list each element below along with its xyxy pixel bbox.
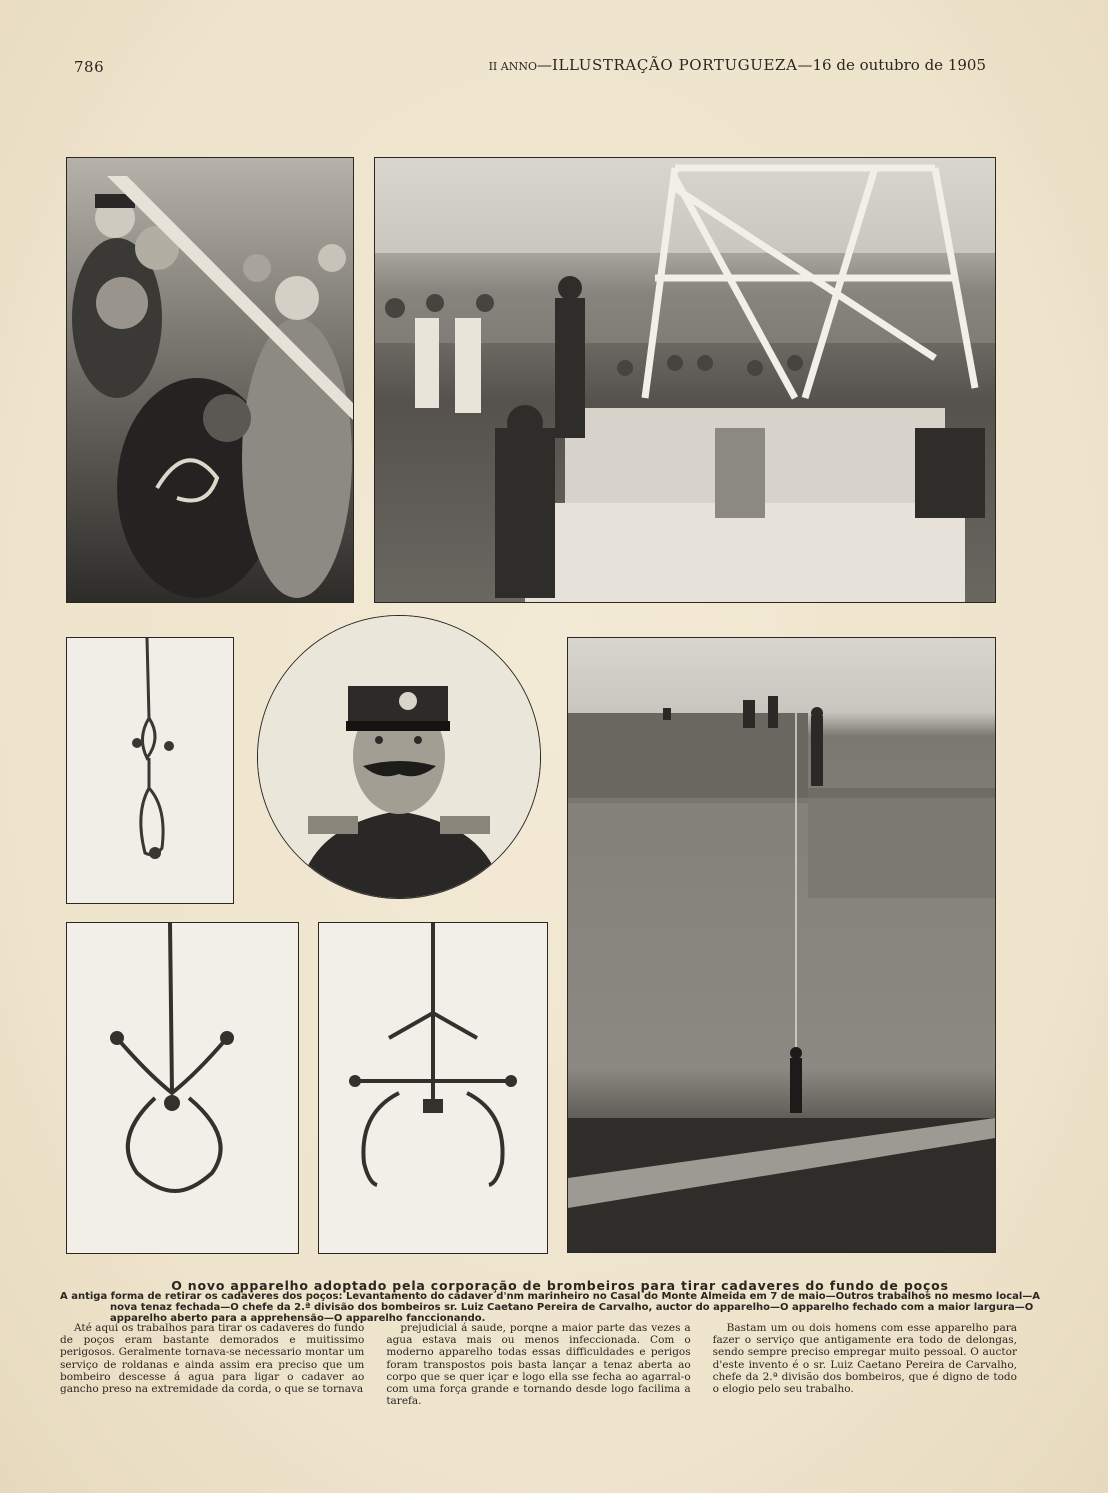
photo-tongs-widest [66, 922, 299, 1254]
issue-date: 16 de outubro de 1905 [812, 56, 986, 74]
photo-tongs-closed [66, 637, 234, 904]
article-column-3: Bastam um ou dois homens com esse apparelho para fazer o serviço que antigamente era todo de delongas, sendo sempre preciso empregar muito pessoal. O auctor d'este invento é o sr. Luiz Caetano Pereira de Carvalho, chefe da 2.ª divisão dos bombeiros, que é digno de todo o elogio pelo seu trabalho. [712, 1322, 1017, 1396]
photo-tripod-well-scene [374, 157, 996, 603]
article-columns [60, 1322, 1017, 1407]
running-header: II ANNO—ILLUSTRAÇÃO PORTUGUEZA—16 de outubro de 1905 [488, 56, 986, 74]
caption-body: A antiga forma de retirar os cadaveres dos poços: Levantamento do cadaver d'nm marinheiro no Casal do Monte Almeida em 7 de maio—Outros trabalhos no mesmo local—A nova tenaz fechada—O chefe da 2.ª divisão dos bombeiros sr. Luiz Caetano Pereira de Carvalho, auctor do apparelho—O apparelho fechado com a maior largura—O apparelho aberto para a apprehensão—O apparelho fanccionando. [60, 1291, 1041, 1324]
article-column-1: Até aqui os trabalhos para tirar os cadaveres do fundo de poços eram bastante demorados e muitissimo perigosos. Geralmente tornava-se necessario montar um serviço de roldanas e ainda assim era preciso que um bombeiro descesse á agua para ligar o cadaver ao gancho preso na extremidade da corda, o que se tornava [60, 1322, 365, 1396]
publication-title: ILLUSTRAÇÃO PORTUGUEZA [551, 56, 798, 74]
photo-apparatus-working [567, 637, 996, 1253]
volume-label: II ANNO [488, 60, 537, 73]
caption-title: O novo apparelho adoptado pela corporação de brombeiros para tirar cadaveres do fundo de poços [171, 1278, 949, 1293]
page-number: 786 [74, 58, 105, 76]
photo-tongs-open [318, 922, 548, 1254]
portrait-fire-chief [257, 615, 541, 899]
article-column-2: prejudicial á saude, porqne a maior parte das vezes a agua estava mais ou menos infeccionada. Com o moderno apparelho todas essas difficuldades e perigos foram transpostos pois basta lançar a tenaz aberta ao corpo que se quer içar e logo ella sse fecha ao agarral-o com uma força grande e tornando desde logo facilima a tarefa. [386, 1322, 691, 1408]
photo-crowd-old-method [66, 157, 354, 603]
